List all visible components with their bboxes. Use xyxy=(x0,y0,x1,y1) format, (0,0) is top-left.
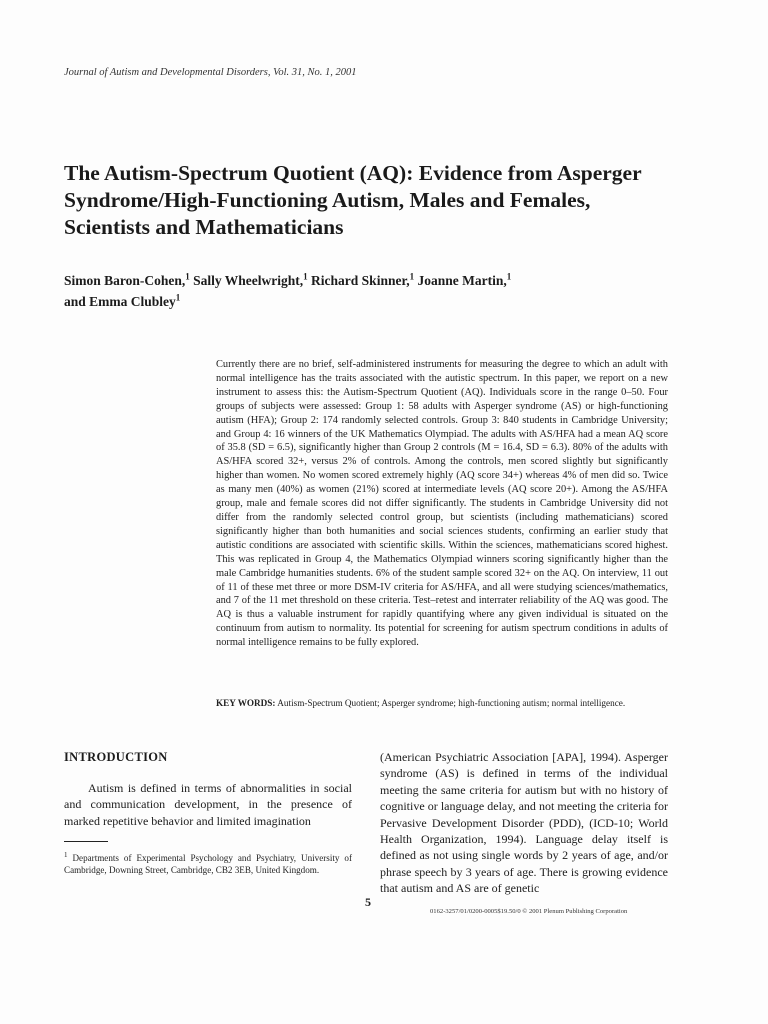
author-list xyxy=(64,270,684,312)
author-name: Richard Skinner, xyxy=(311,273,410,288)
affiliation-marker: 1 xyxy=(185,271,190,282)
journal-header: Journal of Autism and Developmental Disorders, Vol. 31, No. 1, 2001 xyxy=(64,67,357,78)
page-number: 5 xyxy=(365,895,371,909)
footnote xyxy=(64,849,352,876)
affiliation-marker: 1 xyxy=(303,271,308,282)
section-heading-introduction: INTRODUCTION xyxy=(64,750,168,764)
intro-paragraph-left: Autism is defined in terms of abnormalities in social and communication development, in the presence of marked repetitive behavior and limited imagination xyxy=(64,781,352,828)
footnote-text: Departments of Experimental Psychology and Psychiatry, University of Cambridge, Downing Street, Cambridge, CB2 3EB, United Kingdom. xyxy=(64,853,352,876)
article-title: The Autism-Spectrum Quotient (AQ): Evidence from Asperger Syndrome/High-Functioning Autism, Males and Females, Scientists and Mathematicians xyxy=(64,161,642,239)
copyright-line: 0162-3257/01/0200-0005$19.50/0 © 2001 Plenum Publishing Corporation xyxy=(430,908,628,915)
author-name: Simon Baron-Cohen, xyxy=(64,273,186,288)
author-name: Joanne Martin, xyxy=(417,273,507,288)
author-name: Sally Wheelwright, xyxy=(193,273,304,288)
affiliation-marker: 1 xyxy=(409,271,415,282)
affiliation-marker: 1 xyxy=(506,271,512,282)
author-name: and Emma Clubley xyxy=(64,294,176,309)
key-words xyxy=(216,697,668,709)
abstract: Currently there are no brief, self-administered instruments for measuring the degree to which an adult with normal intelligence has the traits associated with the autistic spectrum. In this paper, we report on a new instrument to assess this: the Autism-Spectrum Quotient (AQ). Individuals score in the range 0–50. Four groups of subjects were assessed: Group 1: 58 adults with Asperger syndrome (AS) or high-functioning autism (HFA); Group 2: 174 randomly selected controls. Group 3: 840 students in Cambridge University; and Group 4: 16 winners of the UK Mathematics Olympiad. The adults with AS/HFA had a mean AQ score of 35.8 (SD = 6.5), significantly higher than Group 2 controls (M = 16.4, SD = 6.3). 80% of the adults with AS/HFA scored 32+, versus 2% of controls. Among the controls, men scored slightly but significantly higher than women. No women scored extremely highly (AQ score 34+) whereas 4% of men did so. Twice as many men (40%) as women (21%) scored at intermediate levels (AQ score 20+). Among the AS/HFA group, male and female scores did not differ significantly. The students in Cambridge University did not differ from the randomly selected control group, but scientists (including mathematicians) scored significantly higher than both humanities and social sciences students, confirming an earlier study that autistic conditions are associated with scientific skills. Within the sciences, mathematicians scored highest. This was replicated in Group 4, the Mathematics Olympiad winners scoring significantly higher than the male Cambridge humanities students. 6% of the student sample scored 32+ on the AQ. On interview, 11 out of 11 of these met three or more DSM-IV criteria for AS/HFA, and all were studying sciences/mathematics, and 7 of the 11 met threshold on these criteria. Test–retest and interrater reliability of the AQ was good. The AQ is thus a valuable instrument for rapidly quantifying where any given individual is situated on the continuum from autism to normality. Its potential for screening for autism spectrum conditions in adults of normal intelligence remains to be fully explored. xyxy=(216,359,668,649)
footnote-divider xyxy=(64,841,108,842)
key-words-label: KEY WORDS: xyxy=(216,698,276,708)
affiliation-marker: 1 xyxy=(175,292,181,303)
intro-paragraph-right: (American Psychiatric Association [APA], 1994). Asperger syndrome (AS) is defined in terms of the individual meeting the same criteria for autism but with no history of cognitive or language delay, and not meeting the criteria for Pervasive Development Disorder (PDD), (ICD-10; World Health Organization, 1994). Language delay itself is defined as not using single words by 2 years of age, and/or phrase speech by 3 years of age. There is growing evidence that autism and AS are of genetic xyxy=(380,750,668,896)
footnote-marker: 1 xyxy=(64,851,68,859)
key-words-text: Autism-Spectrum Quotient; Asperger syndrome; high-functioning autism; normal intelligence. xyxy=(277,698,626,708)
